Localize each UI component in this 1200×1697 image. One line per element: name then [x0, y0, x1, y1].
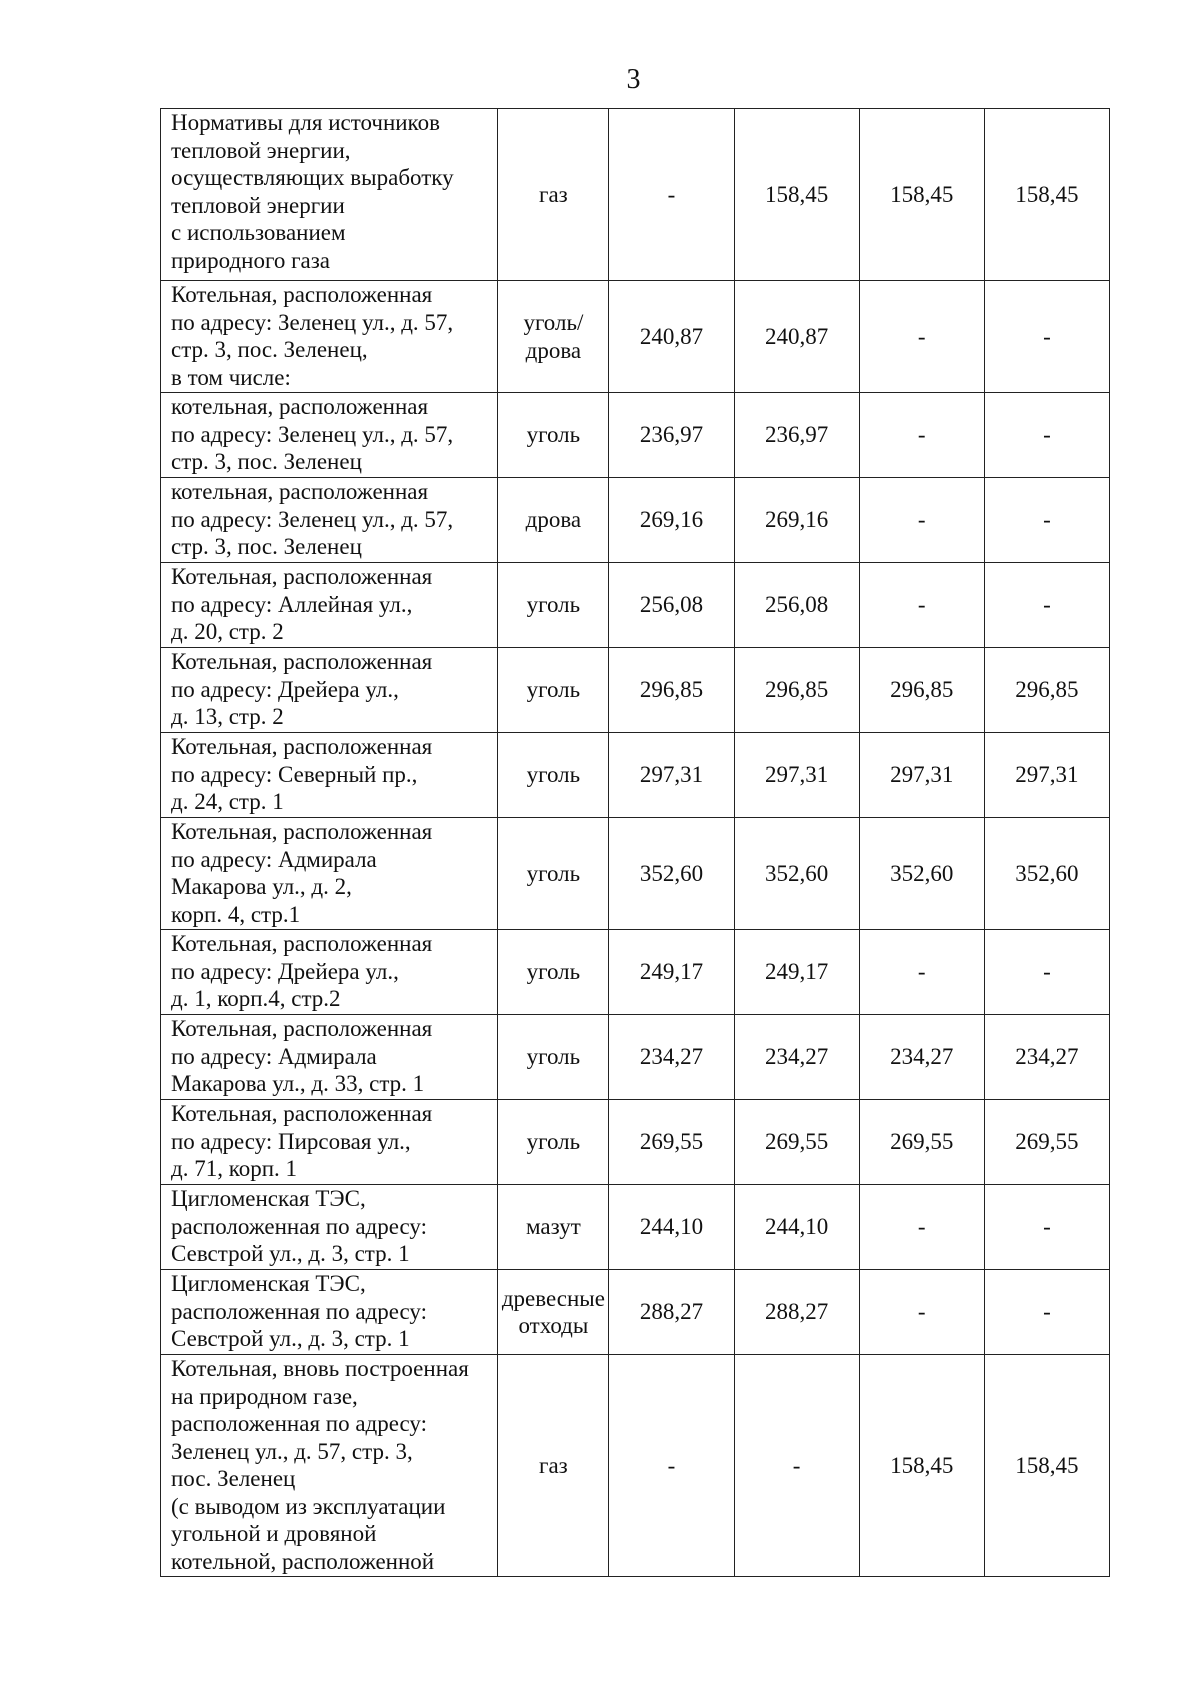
- norm-value-cell: 234,27: [859, 1015, 984, 1100]
- norm-value-cell: 240,87: [609, 281, 734, 393]
- norm-value-cell: -: [859, 930, 984, 1015]
- table-row: [161, 478, 1110, 563]
- source-name-cell: Котельная, расположенная по адресу: Дрейера ул., д. 1, корп.4, стр.2: [161, 930, 498, 1015]
- page-number: 3: [626, 64, 641, 95]
- norm-value-cell: 256,08: [609, 563, 734, 648]
- norm-value-cell: -: [859, 281, 984, 393]
- fuel-type-cell: дрова: [498, 478, 609, 563]
- table-row: [161, 818, 1110, 930]
- norm-value-cell: -: [609, 109, 734, 281]
- source-name-cell: Цигломенская ТЭС, расположенная по адресу: Севстрой ул., д. 3, стр. 1: [161, 1185, 498, 1270]
- norm-value-cell: -: [984, 478, 1109, 563]
- norm-value-cell: 296,85: [859, 648, 984, 733]
- norm-value-cell: 240,87: [734, 281, 859, 393]
- norm-value-cell: 234,27: [734, 1015, 859, 1100]
- source-name-cell: Котельная, расположенная по адресу: Аллейная ул., д. 20, стр. 2: [161, 563, 498, 648]
- source-name-cell: Котельная, расположенная по адресу: Северный пр., д. 24, стр. 1: [161, 733, 498, 818]
- fuel-type-cell: уголь/ дрова: [498, 281, 609, 393]
- table-row: [161, 281, 1110, 393]
- norm-value-cell: -: [984, 563, 1109, 648]
- source-name-cell: Котельная, расположенная по адресу: Адмирала Макарова ул., д. 33, стр. 1: [161, 1015, 498, 1100]
- norm-value-cell: 296,85: [984, 648, 1109, 733]
- norm-value-cell: 236,97: [609, 393, 734, 478]
- fuel-type-cell: уголь: [498, 930, 609, 1015]
- norm-value-cell: 288,27: [609, 1270, 734, 1355]
- source-name-cell: Котельная, вновь построенная на природном газе, расположенная по адресу: Зеленец ул., д. 57, стр. 3, пос. Зеленец (с выводом из эксплуатации угольной и дровяной котельной, расположенной: [161, 1355, 498, 1577]
- table-row: [161, 930, 1110, 1015]
- norm-value-cell: 244,10: [609, 1185, 734, 1270]
- source-name-cell: Котельная, расположенная по адресу: Пирсовая ул., д. 71, корп. 1: [161, 1100, 498, 1185]
- source-name-cell: Цигломенская ТЭС, расположенная по адресу: Севстрой ул., д. 3, стр. 1: [161, 1270, 498, 1355]
- fuel-type-cell: газ: [498, 109, 609, 281]
- fuel-type-cell: уголь: [498, 818, 609, 930]
- norm-value-cell: 352,60: [734, 818, 859, 930]
- source-name-cell: котельная, расположенная по адресу: Зеленец ул., д. 57, стр. 3, пос. Зеленец: [161, 393, 498, 478]
- source-name-cell: котельная, расположенная по адресу: Зеленец ул., д. 57, стр. 3, пос. Зеленец: [161, 478, 498, 563]
- norm-value-cell: -: [859, 1185, 984, 1270]
- fuel-type-cell: уголь: [498, 563, 609, 648]
- fuel-type-cell: газ: [498, 1355, 609, 1577]
- norm-value-cell: 269,55: [859, 1100, 984, 1185]
- fuel-type-cell: уголь: [498, 1015, 609, 1100]
- norm-value-cell: 269,16: [609, 478, 734, 563]
- norm-value-cell: 234,27: [984, 1015, 1109, 1100]
- norm-value-cell: 296,85: [734, 648, 859, 733]
- norm-value-cell: -: [859, 393, 984, 478]
- table-row: [161, 393, 1110, 478]
- norm-value-cell: -: [984, 930, 1109, 1015]
- fuel-type-cell: мазут: [498, 1185, 609, 1270]
- norm-value-cell: -: [859, 478, 984, 563]
- fuel-type-cell: уголь: [498, 648, 609, 733]
- fuel-type-cell: уголь: [498, 733, 609, 818]
- norm-value-cell: 269,55: [609, 1100, 734, 1185]
- norm-value-cell: 158,45: [734, 109, 859, 281]
- norm-value-cell: 296,85: [609, 648, 734, 733]
- norm-value-cell: 352,60: [609, 818, 734, 930]
- norm-value-cell: -: [984, 1270, 1109, 1355]
- table-row: [161, 1015, 1110, 1100]
- norm-value-cell: 352,60: [859, 818, 984, 930]
- source-name-cell: Котельная, расположенная по адресу: Адмирала Макарова ул., д. 2, корп. 4, стр.1: [161, 818, 498, 930]
- norm-value-cell: 158,45: [859, 1355, 984, 1577]
- norm-value-cell: -: [859, 563, 984, 648]
- norm-value-cell: 269,55: [734, 1100, 859, 1185]
- fuel-type-cell: уголь: [498, 1100, 609, 1185]
- norm-value-cell: 288,27: [734, 1270, 859, 1355]
- norm-value-cell: 297,31: [984, 733, 1109, 818]
- table-row: [161, 648, 1110, 733]
- norm-value-cell: 244,10: [734, 1185, 859, 1270]
- norm-value-cell: 269,55: [984, 1100, 1109, 1185]
- norm-value-cell: 158,45: [984, 109, 1109, 281]
- norm-value-cell: 158,45: [984, 1355, 1109, 1577]
- norm-value-cell: 236,97: [734, 393, 859, 478]
- table-row: [161, 1185, 1110, 1270]
- norm-value-cell: 352,60: [984, 818, 1109, 930]
- table-row: [161, 1355, 1110, 1577]
- norm-value-cell: 269,16: [734, 478, 859, 563]
- table-row: [161, 1270, 1110, 1355]
- norm-value-cell: 297,31: [859, 733, 984, 818]
- norm-value-cell: -: [984, 1185, 1109, 1270]
- source-name-cell: Котельная, расположенная по адресу: Зеленец ул., д. 57, стр. 3, пос. Зеленец, в том числе:: [161, 281, 498, 393]
- norm-value-cell: -: [734, 1355, 859, 1577]
- table-row: [161, 109, 1110, 281]
- table-row: [161, 563, 1110, 648]
- norm-value-cell: -: [984, 393, 1109, 478]
- norm-value-cell: 297,31: [609, 733, 734, 818]
- source-name-cell: Котельная, расположенная по адресу: Дрейера ул., д. 13, стр. 2: [161, 648, 498, 733]
- norm-value-cell: 249,17: [609, 930, 734, 1015]
- fuel-type-cell: древесные отходы: [498, 1270, 609, 1355]
- fuel-type-cell: уголь: [498, 393, 609, 478]
- norm-value-cell: -: [984, 281, 1109, 393]
- source-name-cell: Нормативы для источников тепловой энергии, осуществляющих выработку тепловой энергии с использованием природного газа: [161, 109, 498, 281]
- norm-value-cell: 234,27: [609, 1015, 734, 1100]
- table-body: [161, 109, 1110, 1577]
- norm-value-cell: 256,08: [734, 563, 859, 648]
- norm-value-cell: -: [609, 1355, 734, 1577]
- heat-norms-table: [160, 108, 1110, 1577]
- norm-value-cell: -: [859, 1270, 984, 1355]
- table-row: [161, 733, 1110, 818]
- norm-value-cell: 249,17: [734, 930, 859, 1015]
- norm-value-cell: 297,31: [734, 733, 859, 818]
- norm-value-cell: 158,45: [859, 109, 984, 281]
- table-row: [161, 1100, 1110, 1185]
